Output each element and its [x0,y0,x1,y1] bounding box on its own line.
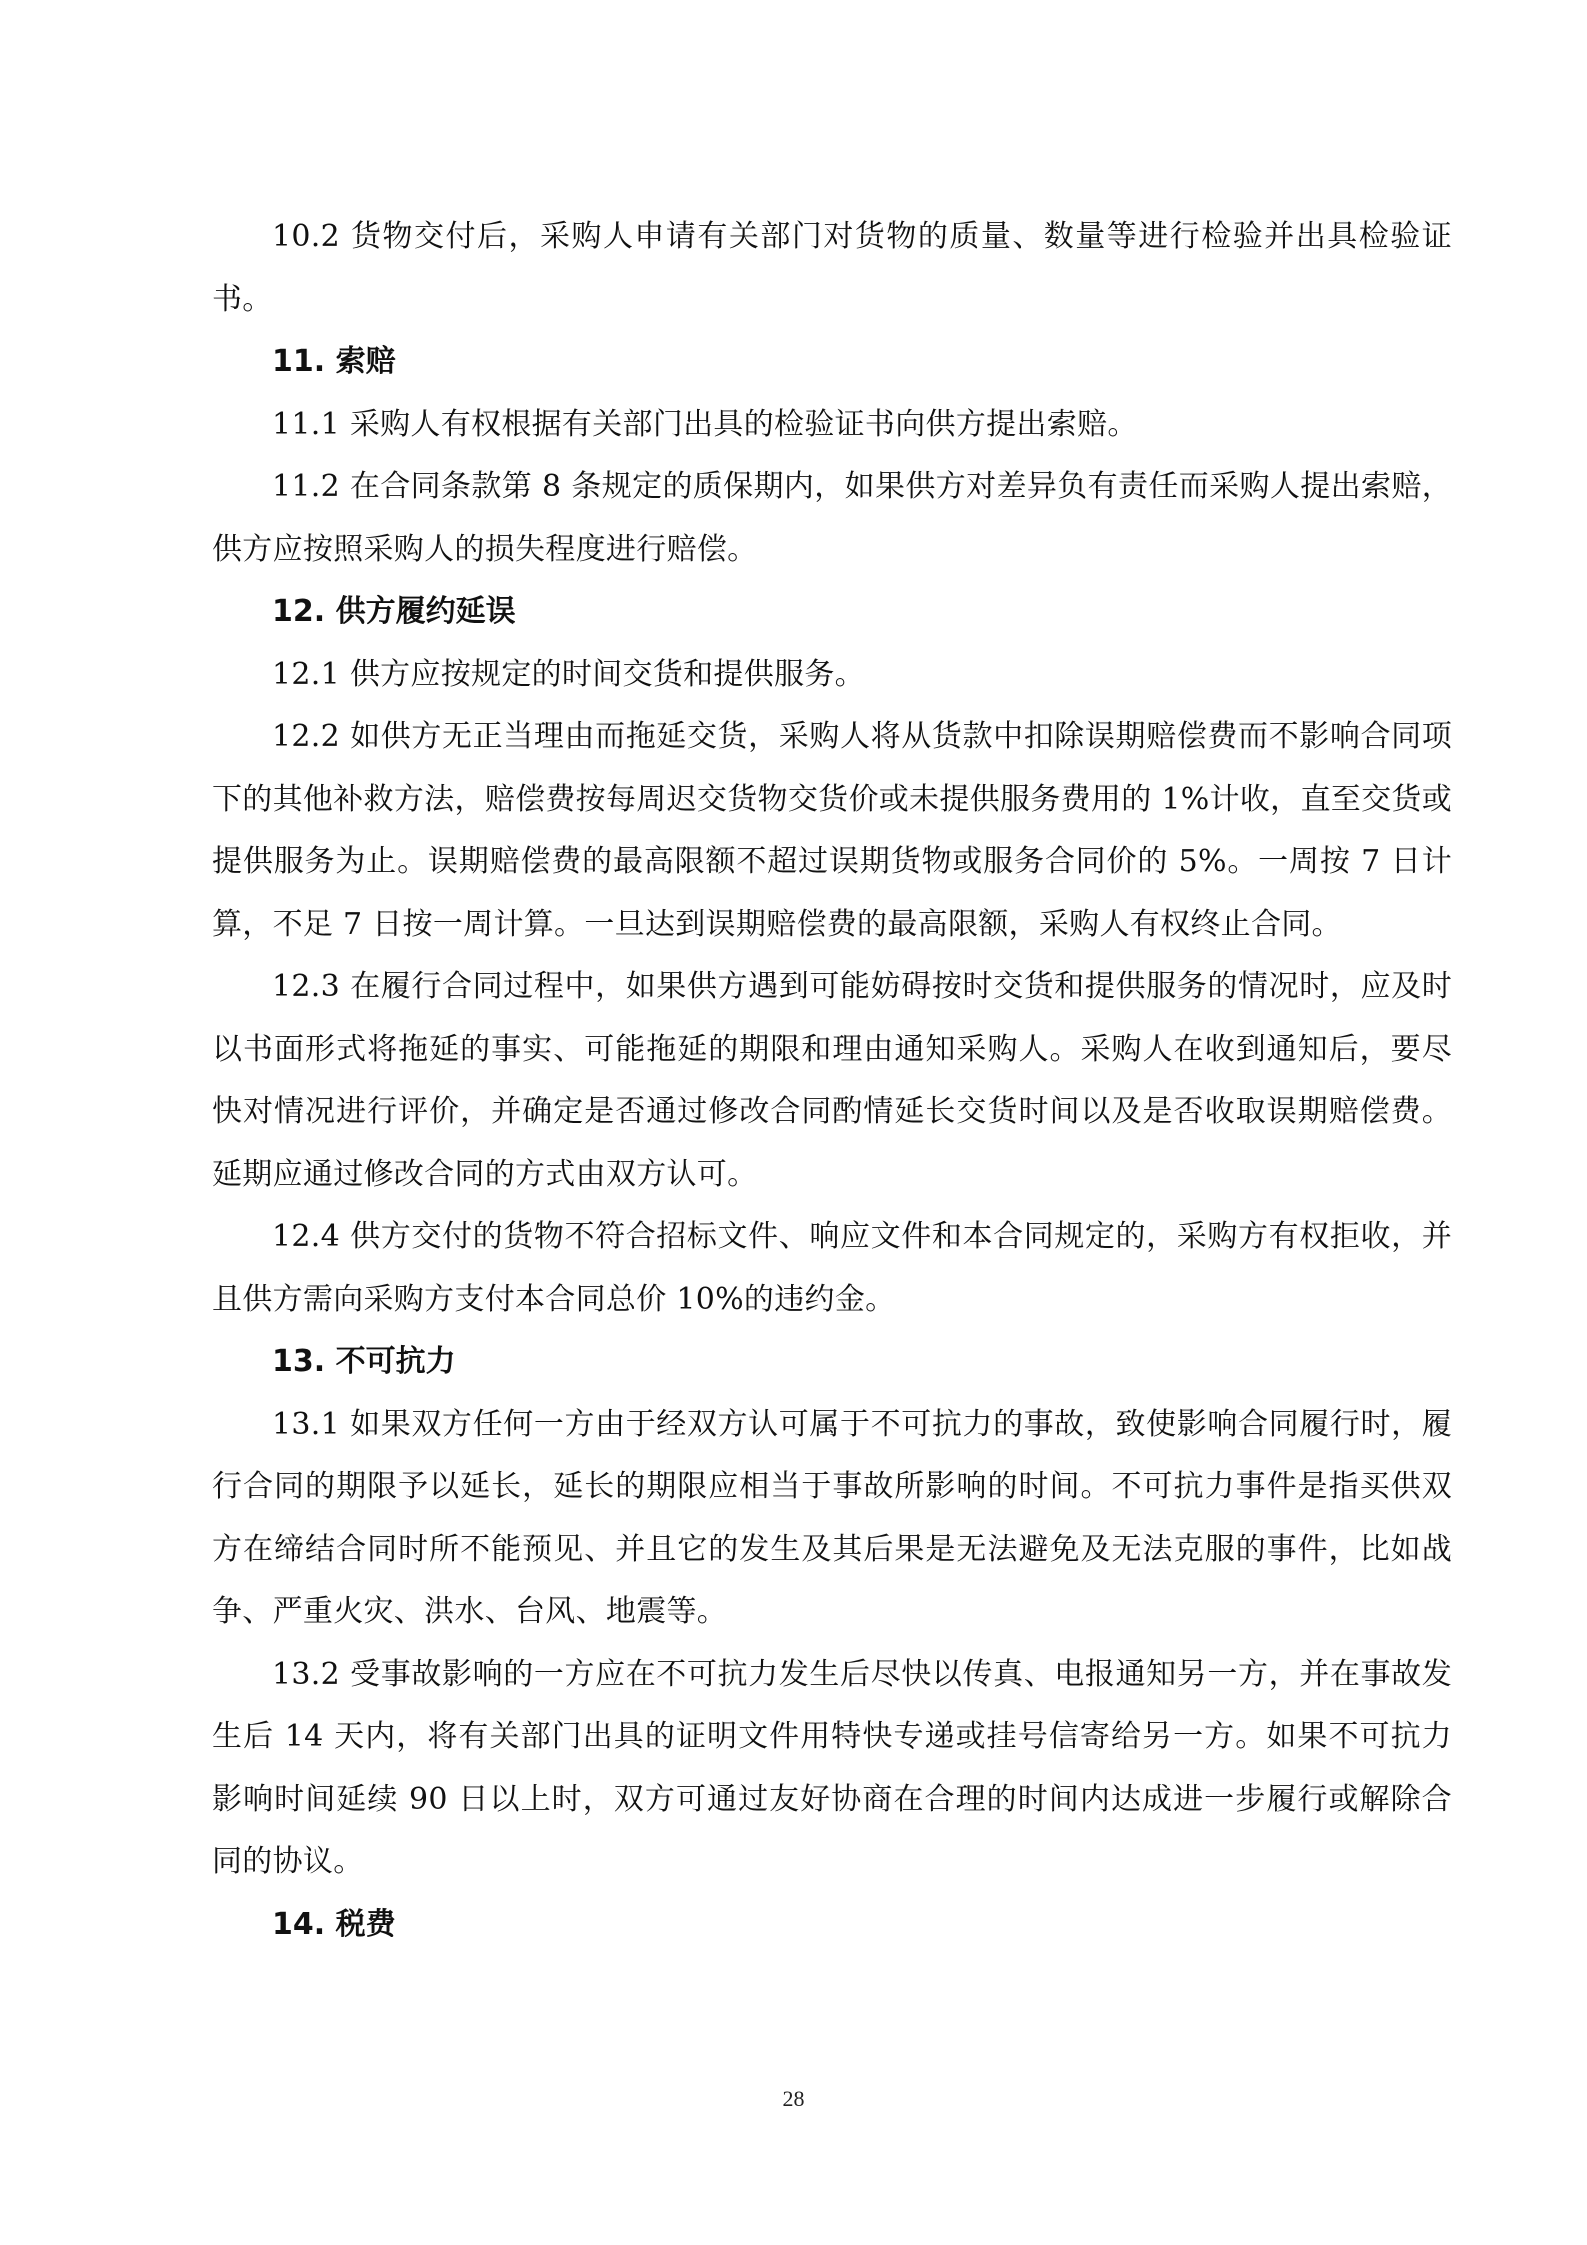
section-heading-12: 12. 供方履约延误 [272,594,516,629]
paragraph-12-4: 12.4 供方交付的货物不符合招标文件、响应文件和本合同规定的，采购方有权拒收，并且供方需向采购方支付本合同总价 10%的违约金。 [212,1219,1452,1317]
paragraph-11-1: 11.1 采购人有权根据有关部门出具的检验证书向供方提出索赔。 [272,406,1138,442]
paragraph-13-2: 13.2 受事故影响的一方应在不可抗力发生后尽快以传真、电报通知另一方，并在事故发生后 14 天内，将有关部门出具的证明文件用特快专递或挂号信寄给另一方。如果不可抗力影响时间延续 90 日以上时，双方可通过友好协商在合理的时间内达成进一步履行或解除合同的协议。 [212,1656,1452,1879]
document-body [212,206,1452,1956]
page-number: 28 [782,2086,805,2111]
section-heading-13: 13. 不可抗力 [272,1344,456,1379]
paragraph-12-2: 12.2 如供方无正当理由而拖延交货，采购人将从货款中扣除误期赔偿费而不影响合同项下的其他补救方法，赔偿费按每周迟交货物交货价或未提供服务费用的 1%计收，直至交货或提供服务为止。误期赔偿费的最高限额不超过误期货物或服务合同价的 5%。一周按 7 日计算，不足 7 日按一周计算。一旦达到误期赔偿费的最高限额，采购人有权终止合同。 [212,719,1452,942]
paragraph-12-1: 12.1 供方应按规定的时间交货和提供服务。 [272,656,865,692]
section-heading-14: 14. 税费 [272,1906,396,1942]
section-heading-11: 11. 索赔 [272,344,396,379]
paragraph-13-1: 13.1 如果双方任何一方由于经双方认可属于不可抗力的事故，致使影响合同履行时，履行合同的期限予以延长，延长的期限应相当于事故所影响的时间。不可抗力事件是指买供双方在缔结合同时所不能预见、并且它的发生及其后果是无法避免及无法克服的事件，比如战争、严重火灾、洪水、台风、地震等。 [212,1406,1452,1629]
paragraph-11-2: 11.2 在合同条款第 8 条规定的质保期内，如果供方对差异负有责任而采购人提出索赔，供方应按照采购人的损失程度进行赔偿。 [212,469,1452,567]
paragraph-12-3: 12.3 在履行合同过程中，如果供方遇到可能妨碍按时交货和提供服务的情况时，应及时以书面形式将拖延的事实、可能拖延的期限和理由通知采购人。采购人在收到通知后，要尽快对情况进行评价，并确定是否通过修改合同酌情延长交货时间以及是否收取误期赔偿费。延期应通过修改合同的方式由双方认可。 [212,969,1452,1192]
paragraph-10-2: 10.2 货物交付后，采购人申请有关部门对货物的质量、数量等进行检验并出具检验证书。 [212,219,1452,317]
